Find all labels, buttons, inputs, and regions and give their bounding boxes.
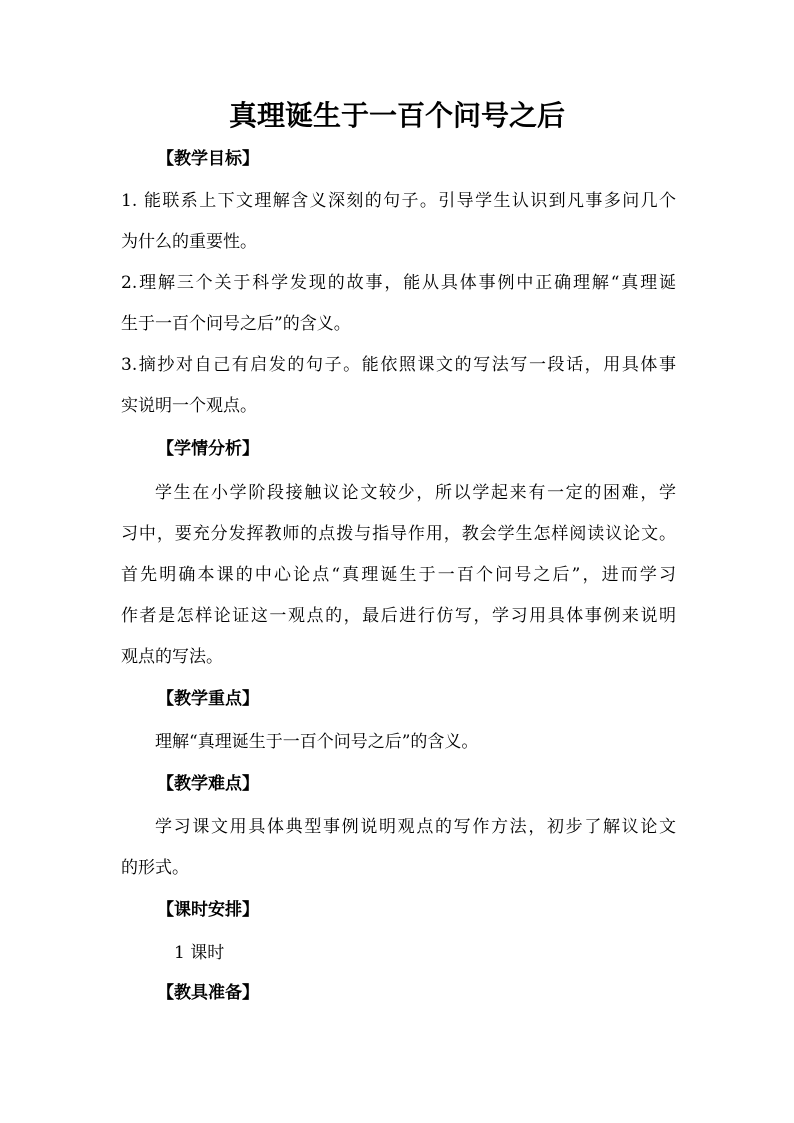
key-points-line: 理解“真理诞生于一百个问号之后”的含义。	[155, 732, 479, 752]
objectives-line: 为什么的重要性。	[121, 232, 257, 252]
section-heading-analysis: 【学情分析】	[157, 439, 259, 459]
section-heading-key-points: 【教学重点】	[157, 689, 259, 709]
section-heading-schedule: 【课时安排】	[157, 900, 259, 920]
section-heading-materials: 【教具准备】	[157, 983, 259, 1003]
section-heading-difficulties: 【教学难点】	[157, 774, 259, 794]
difficulties-line: 的形式。	[121, 858, 189, 878]
objectives-line: 3.摘抄对自己有启发的句子。能依照课文的写法写一段话，用具体事	[121, 355, 676, 375]
analysis-line: 习中，要充分发挥教师的点拨与指导作用，教会学生怎样阅读议论文。	[121, 524, 676, 544]
schedule-line: 1 课时	[174, 943, 225, 963]
objectives-line: 实说明一个观点。	[121, 396, 257, 416]
section-heading-objectives: 【教学目标】	[157, 149, 259, 169]
objectives-line: 生于一百个问号之后”的含义。	[121, 314, 351, 334]
difficulties-line: 学习课文用具体典型事例说明观点的写作方法，初步了解议论文	[155, 817, 676, 837]
analysis-line: 首先明确本课的中心论点“真理诞生于一百个问号之后”，进而学习	[121, 565, 676, 585]
analysis-line: 观点的写法。	[121, 647, 223, 667]
objectives-line: 2.理解三个关于科学发现的故事，能从具体事例中正确理解“真理诞	[121, 273, 676, 293]
analysis-line: 作者是怎样论证这一观点的，最后进行仿写，学习用具体事例来说明	[121, 606, 676, 626]
objectives-line: 1. 能联系上下文理解含义深刻的句子。引导学生认识到凡事多问几个	[121, 191, 676, 211]
document-title: 真理诞生于一百个问号之后	[228, 99, 565, 132]
analysis-line: 学生在小学阶段接触议论文较少，所以学起来有一定的困难，学	[155, 483, 676, 503]
